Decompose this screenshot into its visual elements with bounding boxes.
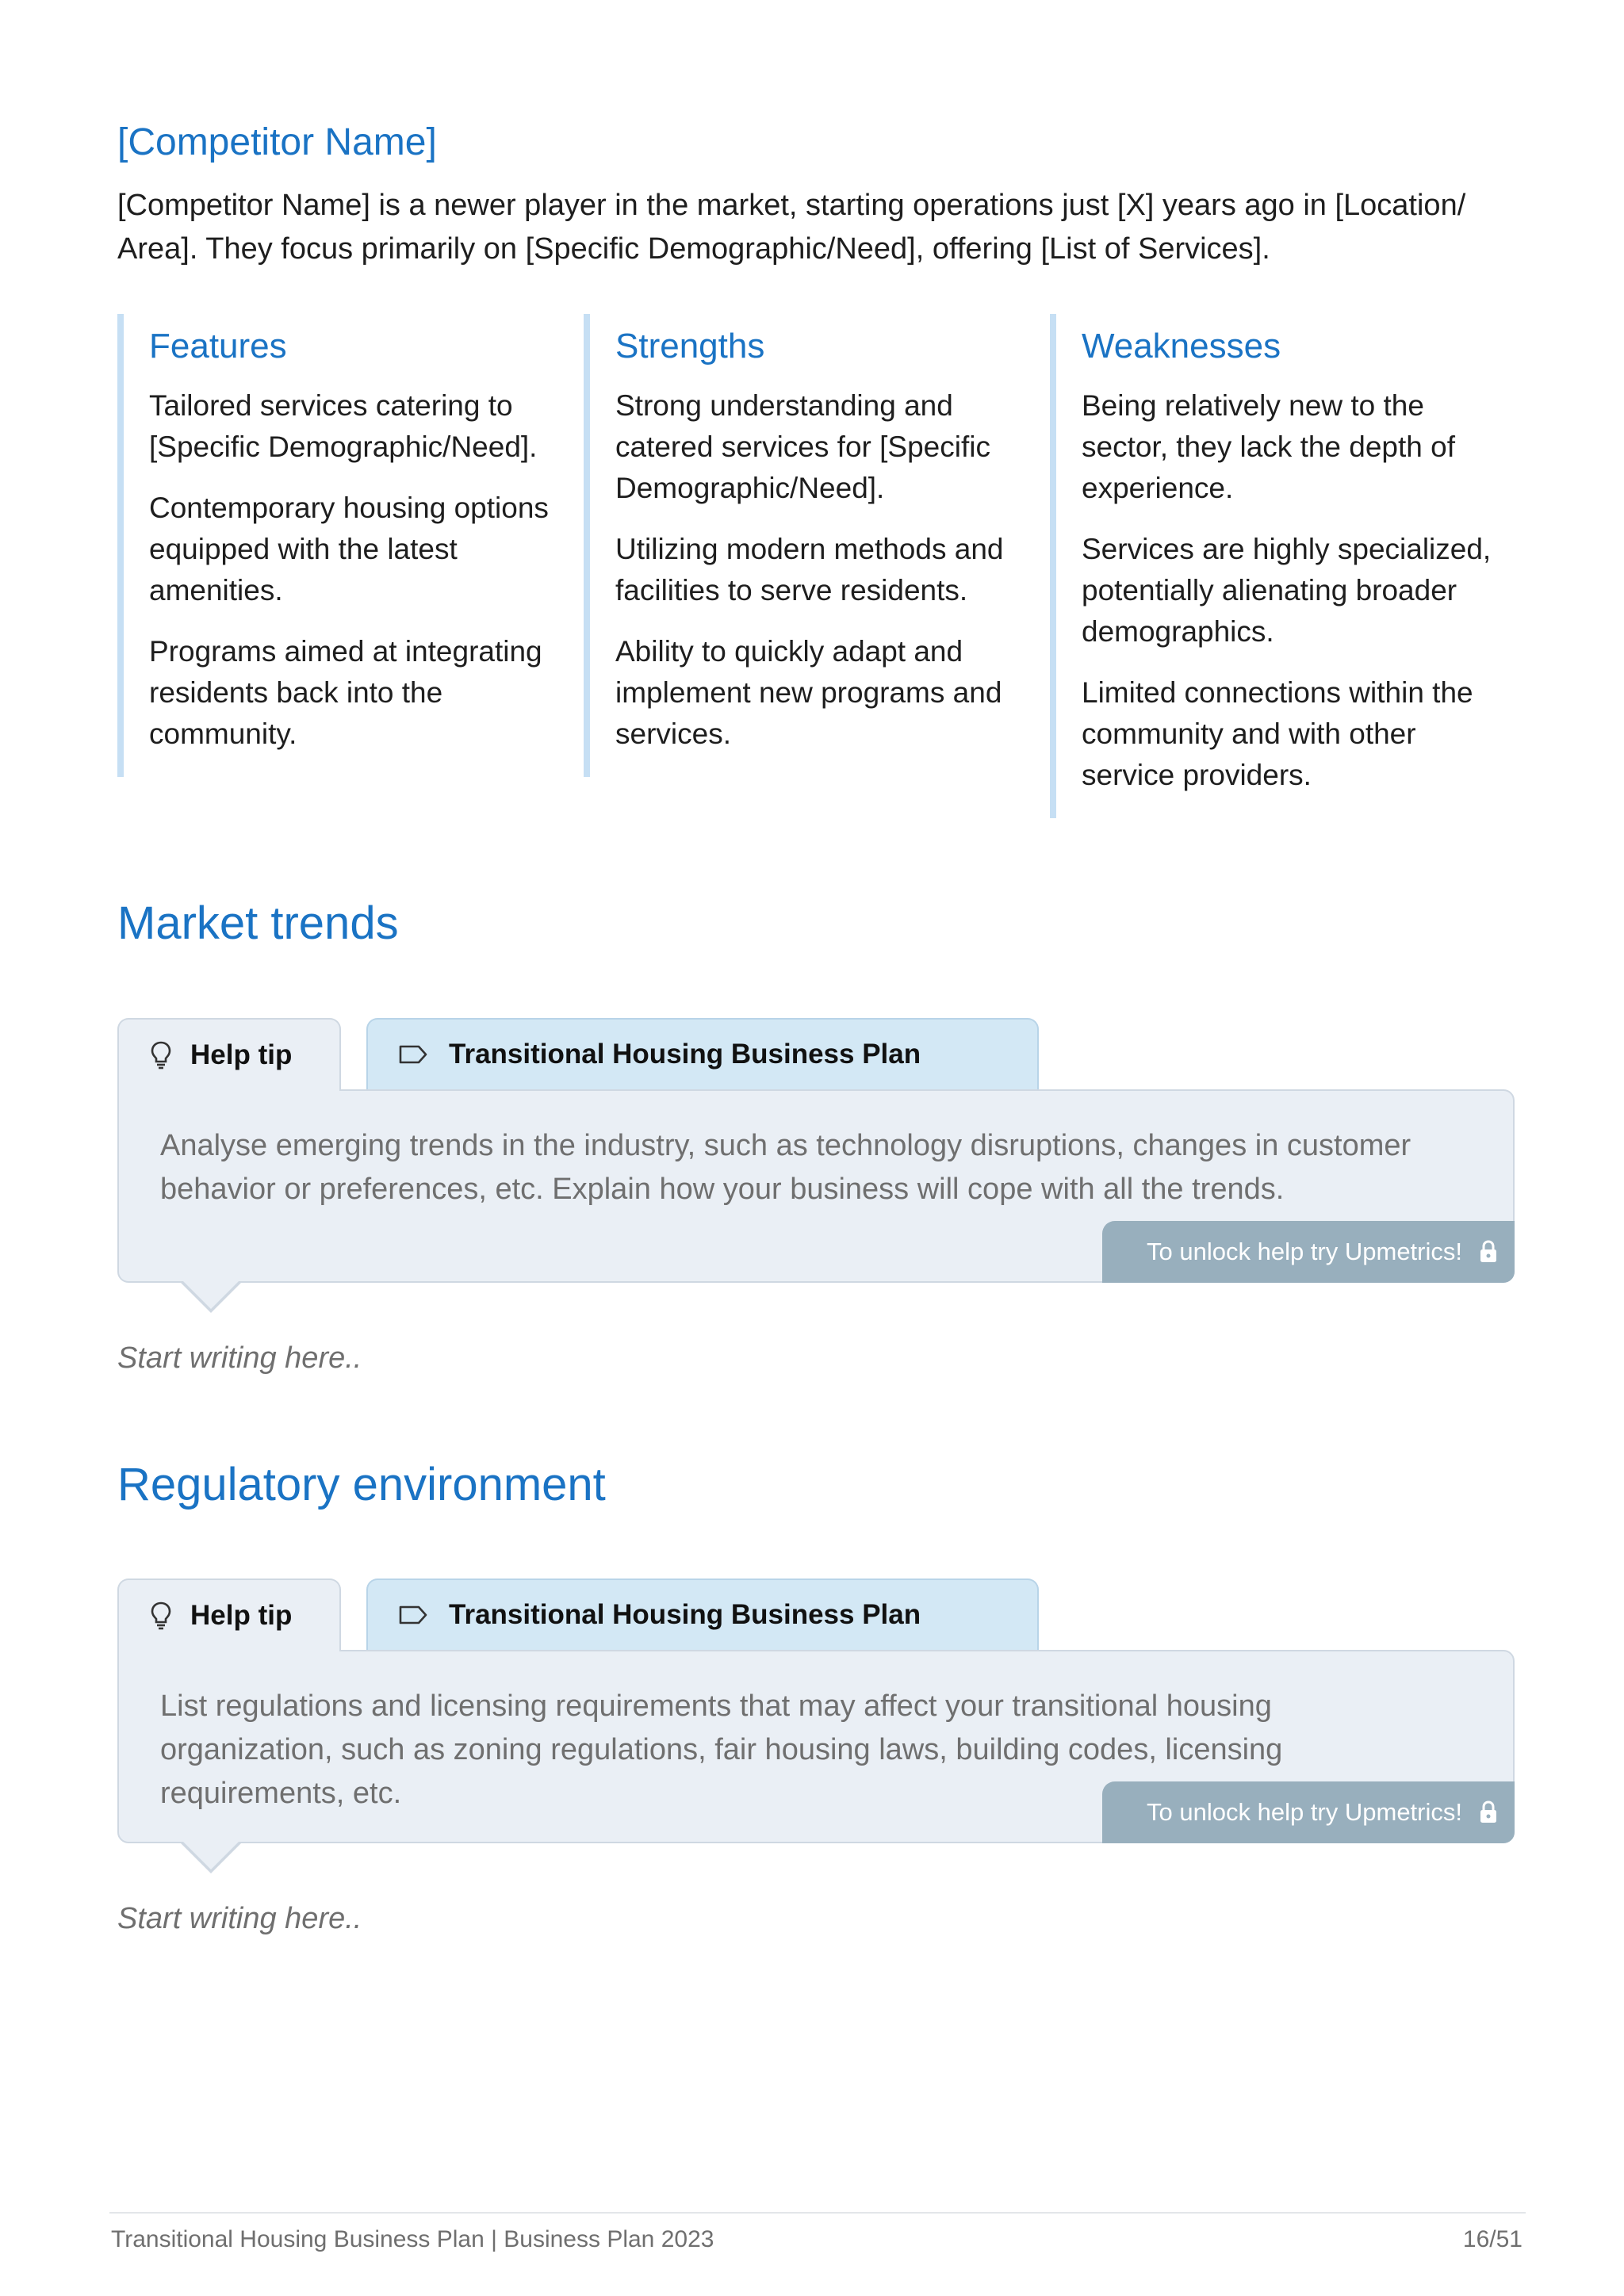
help-tip-text: List regulations and licensing requirements that may affect your transitional housing organization, such as zoning regulations, fair housing laws, building codes, licensing requirements, etc. (160, 1689, 1283, 1810)
lightbulb-icon (149, 1040, 173, 1070)
strengths-item: Ability to quickly adapt and implement new programs and services. (615, 635, 1002, 750)
help-tip-label: Help tip (190, 1039, 293, 1070)
features-item: Programs aimed at integrating residents back into the community. (149, 635, 542, 750)
strengths-item: Strong understanding and catered services for [Specific Demographic/Need]. (615, 389, 990, 504)
lock-icon (1478, 1239, 1499, 1265)
regulatory-help-box (117, 1578, 1515, 1864)
help-tip-label: Help tip (190, 1600, 293, 1631)
regulatory-writing-placeholder[interactable]: Start writing here.. (117, 1902, 362, 1935)
weaknesses-heading: Weaknesses (1082, 327, 1281, 365)
doc-tab-label: Transitional Housing Business Plan (449, 1039, 921, 1070)
unlock-label: To unlock help try Upmetrics! (1147, 1238, 1462, 1265)
doc-tab[interactable] (366, 1578, 1039, 1650)
footer-divider (109, 2212, 1526, 2214)
features-heading: Features (149, 327, 287, 365)
help-tip-tab[interactable] (117, 1018, 341, 1091)
features-column (117, 314, 561, 777)
footer-title: Transitional Housing Business Plan | Business Plan 2023 (111, 2226, 714, 2252)
help-tip-panel (117, 1089, 1515, 1283)
weaknesses-item: Services are highly specialized, potentially alienating broader demographics. (1082, 533, 1492, 648)
doc-tab[interactable] (366, 1018, 1039, 1089)
tip-pointer-fill (182, 1280, 240, 1309)
features-item: Contemporary housing options equipped with the latest amenities. (149, 492, 549, 607)
doc-tab-label: Transitional Housing Business Plan (449, 1599, 921, 1630)
help-tip-text: Analyse emerging trends in the industry, such as technology disruptions, changes in customer behavior or preferences, etc. Explain how your business will cope with all the trends. (160, 1129, 1411, 1206)
tip-pointer-fill (182, 1840, 240, 1869)
lightbulb-icon (149, 1601, 173, 1631)
regulatory-heading: Regulatory environment (117, 1459, 606, 1510)
market-writing-placeholder[interactable]: Start writing here.. (117, 1341, 362, 1375)
weaknesses-item: Being relatively new to the sector, they lack the depth of experience. (1082, 389, 1456, 504)
unlock-button[interactable] (1102, 1221, 1515, 1283)
tag-icon (398, 1043, 428, 1066)
page-number: 16/51 (1462, 2226, 1522, 2252)
strengths-item: Utilizing modern methods and facilities to serve residents. (615, 533, 1004, 607)
strengths-heading: Strengths (615, 327, 765, 365)
strengths-column (584, 314, 1028, 777)
help-tip-tab[interactable] (117, 1578, 341, 1651)
lock-icon (1478, 1800, 1499, 1825)
weaknesses-item: Limited connections within the community and with other service providers. (1082, 676, 1473, 791)
help-tip-panel (117, 1650, 1515, 1843)
competitor-title: [Competitor Name] (117, 121, 437, 163)
tag-icon (398, 1604, 428, 1626)
market-help-box (117, 1018, 1515, 1303)
competitor-description: [Competitor Name] is a newer player in the market, starting operations just [X] years ago in [Location/ Area]. They focus primarily on [Specific Demographic/Need], offering [List of Services]. (117, 189, 1466, 266)
weaknesses-column (1050, 314, 1494, 818)
unlock-button[interactable] (1102, 1781, 1515, 1843)
features-item: Tailored services catering to [Specific Demographic/Need]. (149, 389, 538, 463)
market-trends-heading: Market trends (117, 897, 399, 949)
unlock-label: To unlock help try Upmetrics! (1147, 1798, 1462, 1826)
